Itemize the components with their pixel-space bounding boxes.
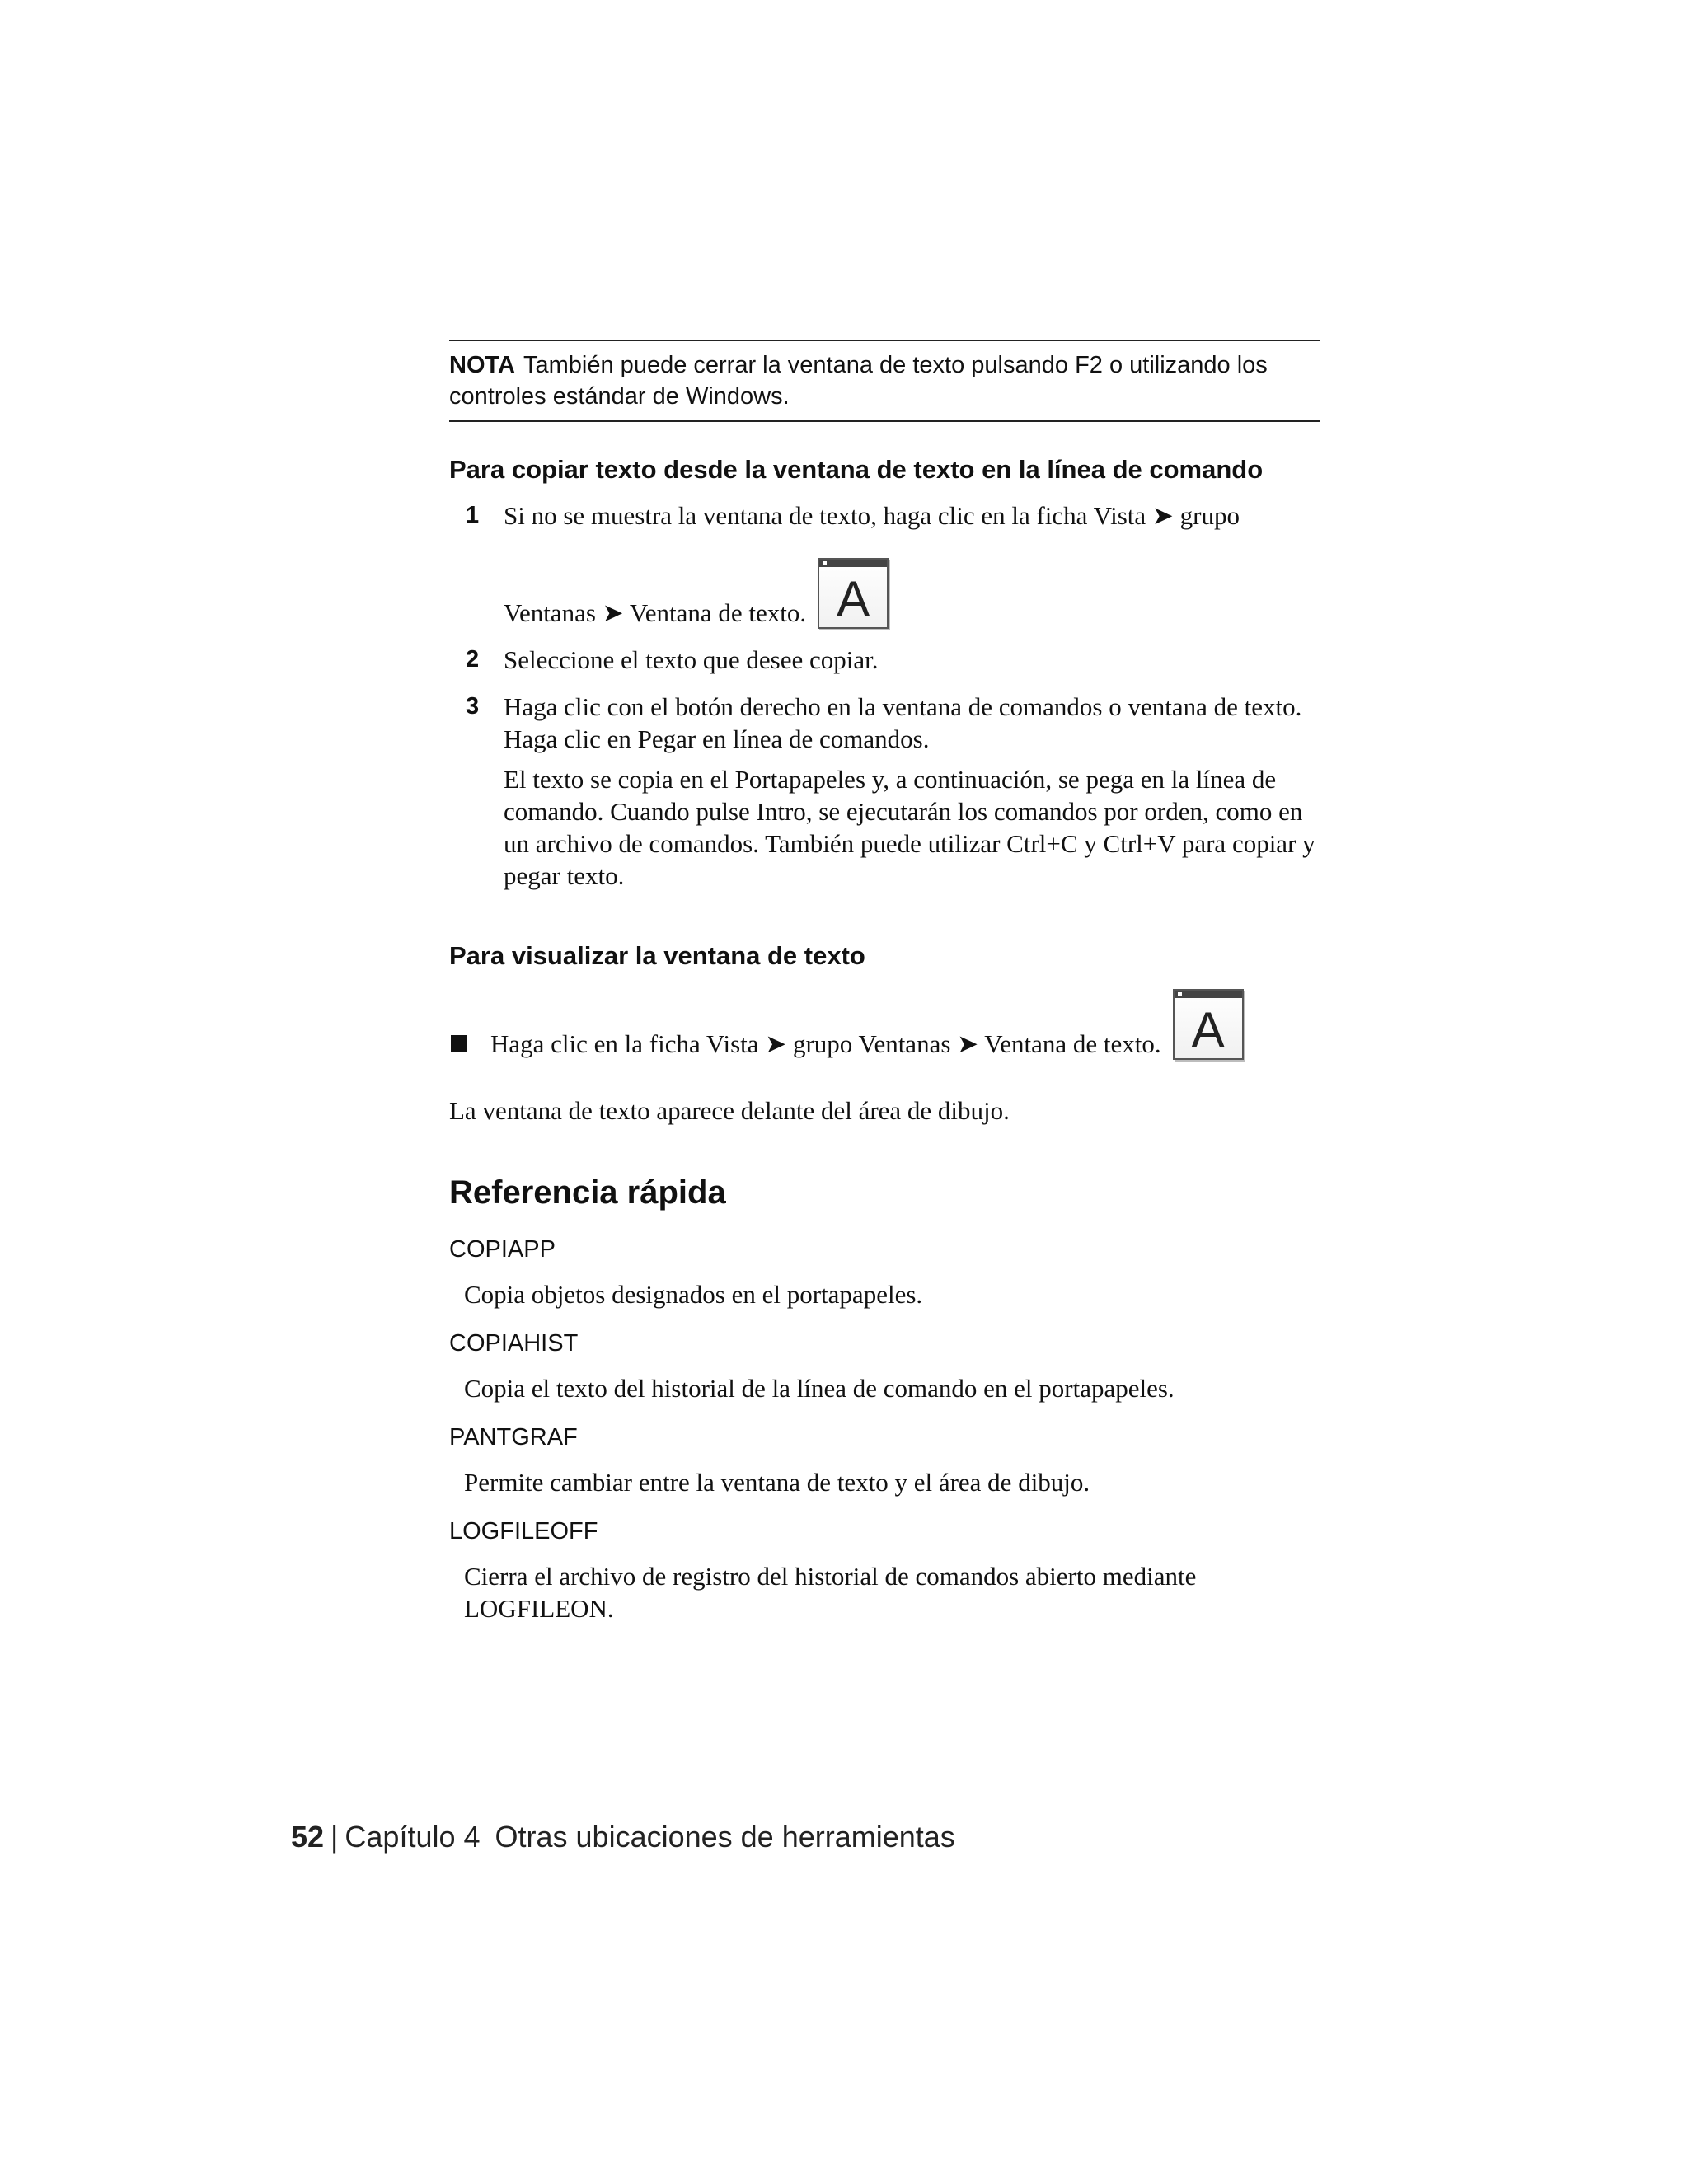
step-number: 2: [466, 646, 480, 673]
command-name: COPIAPP: [449, 1236, 556, 1263]
command-description: Copia el texto del historial de la línea de comando en el portapapeles.: [464, 1374, 1175, 1403]
procedure-title-display: Para visualizar la ventana de texto: [449, 941, 865, 970]
step-2-text: Seleccione el texto que desee copiar.: [504, 645, 879, 674]
command-description: Cierra el archivo de registro del historial de comandos abierto mediante LOGFILEON.: [464, 1562, 1197, 1623]
note-text: También puede cerrar la ventana de texto pulsando F2 o utilizando los controles estándar de Windows.: [449, 352, 1268, 410]
chapter-title: Otras ubicaciones de herramientas: [495, 1820, 955, 1854]
result-paragraph: La ventana de texto aparece delante del área de dibujo.: [449, 1096, 1010, 1125]
note-box: [449, 340, 1320, 422]
step-number: 3: [466, 693, 480, 719]
icon-glyph: A: [837, 571, 870, 626]
text-window-icon: [818, 558, 889, 629]
quick-reference-list: [449, 1236, 1320, 1624]
command-name: LOGFILEOFF: [449, 1518, 598, 1544]
step-number: 1: [466, 502, 480, 528]
bullet-square-icon: [451, 1035, 467, 1052]
command-name: COPIAHIST: [449, 1330, 579, 1357]
procedure-steps: [449, 499, 1320, 892]
step-2: [449, 644, 1320, 676]
command-description: Copia objetos designados en el portapapeles.: [464, 1280, 923, 1309]
chapter-label: Capítulo 4: [345, 1820, 481, 1854]
page-number: 52: [291, 1820, 325, 1854]
step-1-line-2: [504, 558, 1320, 629]
command-description: Permite cambiar entre la ventana de texto y el área de dibujo.: [464, 1468, 1090, 1497]
note-label: NOTA: [449, 352, 516, 378]
page-footer: [291, 1820, 955, 1854]
text-window-icon: [1173, 989, 1244, 1060]
footer-separator: |: [331, 1820, 339, 1854]
procedure-title-copy: Para copiar texto desde la ventana de texto en la línea de comando: [449, 455, 1264, 484]
bullet-item: [449, 989, 1320, 1060]
step-1-line-1: Si no se muestra la ventana de texto, haga clic en la ficha Vista ➤ grupo: [504, 501, 1240, 530]
step-3-text: Haga clic con el botón derecho en la ventana de comandos o ventana de texto. Haga clic en Pegar en línea de comandos.: [504, 692, 1302, 753]
page-content: [449, 340, 1320, 1624]
icon-title-bar: [819, 560, 887, 567]
icon-title-bar: [1175, 991, 1242, 998]
command-name: PANTGRAF: [449, 1424, 578, 1451]
step-3-result: El texto se copia en el Portapapeles y, a continuación, se pega en la línea de comando. Cuando pulse Intro, se ejecutarán los comandos por orden, como en un archivo de comandos. También puede utilizar Ctrl+C y Ctrl+V para copiar y pegar texto.: [504, 765, 1315, 890]
icon-glyph: A: [1191, 1002, 1225, 1057]
step-1-line-2-text: Ventanas ➤ Ventana de texto.: [504, 598, 807, 627]
step-3: [449, 691, 1320, 892]
bullet-text: Haga clic en la ficha Vista ➤ grupo Ventanas ➤ Ventana de texto.: [490, 1029, 1161, 1058]
section-title-quick-reference: Referencia rápida: [449, 1174, 726, 1211]
step-1: [449, 499, 1320, 629]
